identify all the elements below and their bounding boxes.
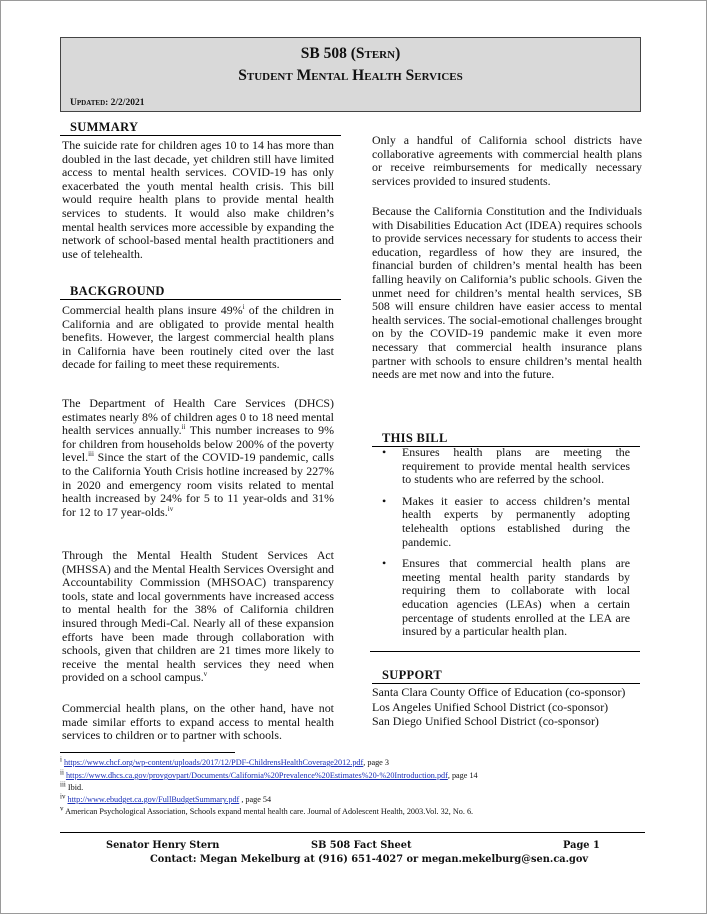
summary-heading: SUMMARY — [60, 120, 341, 136]
bill-item: • Ensures health plans are meeting the requirement to provide mental health services to students who are referred by the school. — [382, 445, 630, 487]
bill-item: • Makes it easier to access children’s mental health experts by permanently adopting telehealth options established during the pandemic. — [382, 493, 630, 549]
right-paragraph-2: Because the California Constitution and the Individuals with Disabilities Education Act (IDEA) requires schools to provide services necessary for students to access their education, regardless of how they are insured, the financial burden of children’s mental health has been falling heavily on California’s public schools. Given the unmet need for children’s mental health services, SB 508 will ensure children have easier access to mental health services. The social-emotional challenges brought on by the COVID-19 pandemic make it even more necessary that commercial health insurance plans partner with schools to ensure children’s mental health needs are met now and into the future. — [372, 204, 642, 382]
support-item: San Diego Unified School District (co-sponsor) — [372, 714, 599, 728]
footer-contact: Contact: Megan Mekelburg at (916) 651-4027 or megan.mekelburg@sen.ca.gov — [150, 854, 589, 865]
background-heading: BACKGROUND — [60, 284, 341, 300]
footer-senator: Senator Henry Stern — [106, 840, 220, 851]
footer-doc-name: SB 508 Fact Sheet — [311, 840, 412, 851]
bullet-icon: • — [382, 445, 387, 459]
title-header — [60, 37, 641, 112]
footnote-link[interactable]: http://www.ebudget.ca.gov/FullBudgetSummary.pdf — [67, 795, 240, 804]
footer-page-number: Page 1 — [563, 840, 600, 851]
footnote-1: $^i$ https://www.chcf.org/wp-content/uploads/2017/12/PDF-ChildrensHealthCoverage2012.pdf, page 3 — [60, 755, 389, 767]
bill-item: • Ensures that commercial health plans are meeting mental health parity standards by requiring them to collaborate with local education agencies (LEAs) when a certain percentage of students enrolled at the LEA are insured by a particular health plan. — [382, 556, 630, 639]
right-paragraph-1: Only a handful of California school districts have collaborative agreements with commercial health plans or receive reimbursements for medically necessary services provided to insured students. — [372, 133, 642, 188]
support-item: Santa Clara County Office of Education (co-sponsor) — [372, 685, 626, 699]
background-paragraph-2: The Department of Health Care Services (DHCS) estimates nearly 8% of children ages 0 to 18 need mental health services annually.$^{ii}$ This number increases to 9% for children from households below 200% of the poverty level.$^{iii}$ Since the start of the COVID-19 pandemic, calls to the California Youth Crisis hotline increased by 227% in 2020 and emergency room visits related to mental health increased by 24% for 5 to 11 year-olds and 31% for 12 to 17 year-olds.$^{iv}$ — [62, 396, 334, 519]
footnote-link[interactable]: https://www.chcf.org/wp-content/uploads/2017/12/PDF-ChildrensHealthCoverage2012.pdf — [64, 758, 364, 767]
bill-subtitle: Student Mental Health Services — [238, 67, 463, 84]
support-heading: SUPPORT — [372, 668, 640, 684]
support-item: Los Angeles Unified School District (co-sponsor) — [372, 699, 609, 714]
footnote-4: $^{iv}$ http://www.ebudget.ca.gov/FullBudgetSummary.pdf , page 54 — [60, 792, 272, 804]
background-paragraph-4: Commercial health plans, on the other hand, have not made similar efforts to expand access to mental health services to children or to partner with schools. — [62, 701, 334, 743]
footnote-5: $^v$ American Psychological Association, Schools expand mental health care. Journal of Adolescent Health, 2003.Vol. 32, No. 6. — [60, 804, 474, 816]
bullet-icon: • — [382, 493, 387, 508]
this-bill-heading: THIS BILL — [372, 431, 640, 447]
background-paragraph-3: Through the Mental Health Student Services Act (MHSSA) and the Mental Health Services Oversight and Accountability Commission (MHSOAC) transparency tools, state and local governments have increased access to mental health for the 38% of California children insured through Medi-Cal. Nearly all of these expansion efforts have been made through collaboration with schools, given that children are 21 times more likely to receive the mental health services they need when provided on a school campus.$^v$ — [62, 548, 334, 685]
bullet-icon: • — [382, 556, 387, 571]
summary-text: The suicide rate for children ages 10 to 14 has more than doubled in the last decade, yet children still have limited access to mental health services. COVID-19 has only exacerbated the youth mental health crisis. This bill would require health plans to provide mental health services to students. It would also make children’s mental health services more accessible by expanding the network of school-based mental health practitioners and use of telehealth. — [62, 138, 334, 261]
footnote-rule — [60, 752, 235, 753]
this-bill-list — [380, 446, 630, 647]
updated-date: Updated: 2/2/2021 — [70, 98, 145, 108]
footnote-2: $^{ii}$ https://www.dhcs.ca.gov/provgovpart/Documents/California%20Prevalence%20Estimates%20-%20Introduction.pdf, page 14 — [60, 768, 478, 780]
support-list — [372, 685, 625, 729]
footer-rule — [60, 832, 645, 833]
bill-title: SB 508 (Stern) — [300, 45, 401, 62]
footnote-link[interactable]: https://www.dhcs.ca.gov/provgovpart/Documents/California%20Prevalence%20Estimates%20-%20Introduction.pdf — [65, 771, 448, 780]
footnote-3: $^{iii}$ Ibid. — [60, 780, 84, 792]
background-paragraph-1: Commercial health plans insure 49%$^i$ of the children in California and are obligated to provide mental health benefits. However, the largest commercial health plans in California have been routinely cited over the last decade for failing to meet these requirements. — [62, 303, 334, 372]
